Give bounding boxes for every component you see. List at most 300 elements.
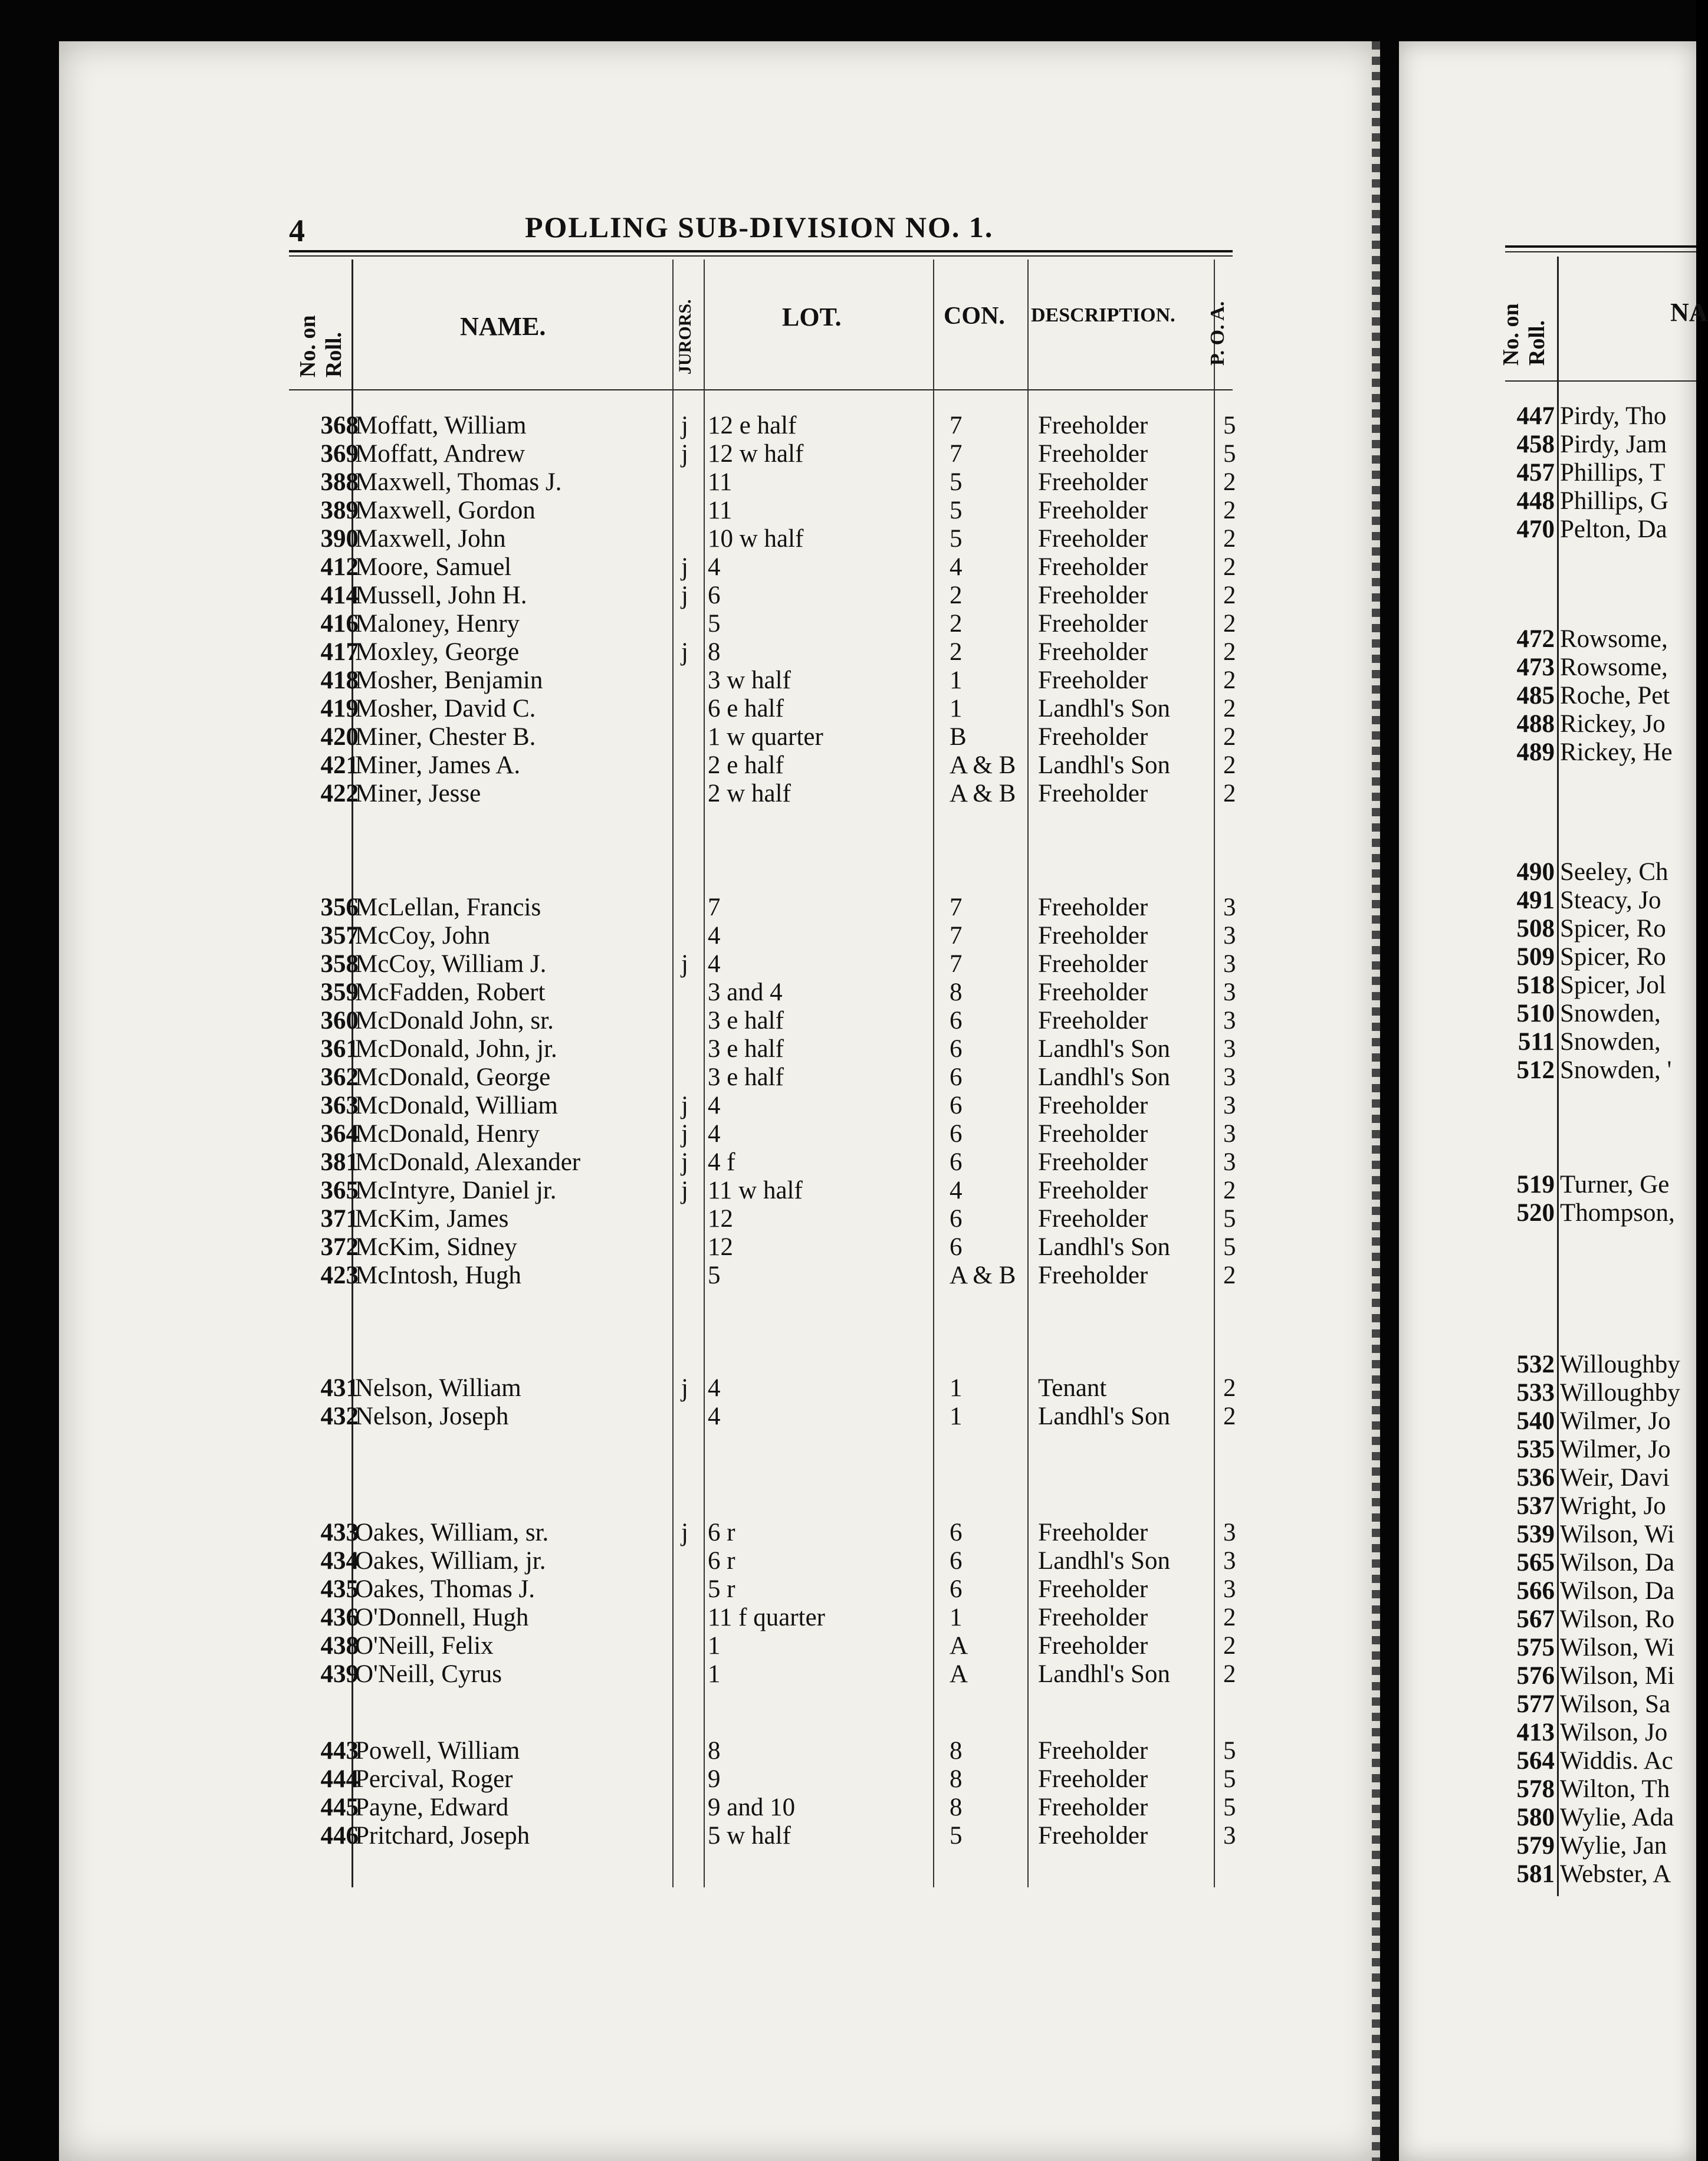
concession-value: 6 [950, 1575, 963, 1603]
concession-value: 4 [950, 1177, 963, 1204]
concession-value: A & B [950, 751, 1016, 779]
lot-value: 1 [708, 1660, 721, 1688]
roll-number: 359 [320, 978, 359, 1006]
voter-name: Oakes, Thomas J. [355, 1575, 535, 1603]
juror-mark: j [681, 1519, 688, 1546]
description-value: Landhl's Son [1038, 1063, 1170, 1091]
lot-value: 5 [708, 1262, 721, 1289]
voter-name: Maxwell, Gordon [355, 497, 536, 524]
roll-number: 446 [320, 1822, 359, 1850]
poa-value: 5 [1223, 1765, 1236, 1793]
description-value: Freeholder [1038, 638, 1148, 666]
description-value: Freeholder [1038, 440, 1148, 468]
roll-number: 444 [320, 1765, 359, 1793]
voter-name: Percival, Roger [355, 1765, 513, 1793]
right-header-no-line1: No. on [1499, 303, 1523, 366]
roll-number: 539 [1516, 1520, 1555, 1548]
voter-name: Willoughby [1560, 1351, 1680, 1378]
voter-name: Pelton, Da [1560, 515, 1667, 543]
roll-number: 360 [320, 1007, 359, 1034]
poa-value: 3 [1223, 894, 1236, 921]
voter-name: Spicer, Ro [1560, 943, 1666, 971]
concession-value: 6 [950, 1120, 963, 1148]
description-value: Freeholder [1038, 1519, 1148, 1546]
voter-name: Spicer, Ro [1560, 915, 1666, 942]
lot-value: 2 w half [708, 780, 791, 807]
roll-number: 371 [320, 1205, 359, 1233]
col-line-desc [1214, 260, 1215, 1887]
voter-name: Wilmer, Jo [1560, 1407, 1671, 1435]
poa-value: 2 [1223, 695, 1236, 722]
description-value: Freeholder [1038, 780, 1148, 807]
roll-number: 369 [320, 440, 359, 468]
description-value: Freeholder [1038, 1120, 1148, 1148]
poa-value: 2 [1223, 468, 1236, 496]
poa-value: 5 [1223, 1205, 1236, 1233]
poa-value: 3 [1223, 922, 1236, 950]
juror-mark: j [681, 553, 688, 581]
concession-value: 6 [950, 1519, 963, 1546]
roll-number: 434 [320, 1547, 359, 1575]
concession-value: 8 [950, 1794, 963, 1821]
poa-value: 2 [1223, 1660, 1236, 1688]
roll-number: 512 [1516, 1056, 1555, 1084]
description-value: Freeholder [1038, 723, 1148, 751]
page-title: POLLING SUB-DIVISION NO. 1. [525, 211, 994, 244]
lot-value: 12 e half [708, 412, 797, 439]
lot-value: 4 f [708, 1148, 735, 1176]
right-header-rule-top-2 [1505, 251, 1696, 252]
roll-number: 485 [1516, 682, 1555, 710]
description-value: Landhl's Son [1038, 1547, 1170, 1575]
header-rule-top [289, 250, 1233, 252]
roll-number: 509 [1516, 943, 1555, 971]
voter-name: Roche, Pet [1560, 682, 1670, 710]
concession-value: 7 [950, 894, 963, 921]
roll-number: 578 [1516, 1775, 1555, 1803]
poa-value: 2 [1223, 610, 1236, 638]
poa-value: 2 [1223, 638, 1236, 666]
roll-number: 535 [1516, 1436, 1555, 1463]
voter-name: Wilson, Wi [1560, 1520, 1675, 1548]
description-value: Freeholder [1038, 1148, 1148, 1176]
poa-value: 2 [1223, 553, 1236, 581]
lot-value: 4 [708, 950, 721, 978]
roll-number: 356 [320, 894, 359, 921]
roll-number: 565 [1516, 1549, 1555, 1577]
voter-name: Miner, James A. [355, 751, 521, 779]
concession-value: 5 [950, 468, 963, 496]
roll-number: 458 [1516, 431, 1555, 458]
lot-value: 8 [708, 638, 721, 666]
description-value: Freeholder [1038, 1007, 1148, 1034]
voter-name: Wylie, Ada [1560, 1804, 1674, 1831]
roll-number: 533 [1516, 1379, 1555, 1407]
col-line-lot [933, 260, 934, 1887]
voter-name: Snowden, [1560, 1028, 1661, 1056]
voter-name: McLellan, Francis [355, 894, 541, 921]
lot-value: 1 w quarter [708, 723, 823, 751]
concession-value: 4 [950, 553, 963, 581]
poa-value: 2 [1223, 1632, 1236, 1660]
voter-name: Phillips, T [1560, 459, 1666, 487]
voter-name: Mosher, Benjamin [355, 666, 543, 694]
voter-name: Nelson, William [355, 1374, 521, 1402]
header-no-line2: Roll. [321, 331, 346, 377]
description-value: Freeholder [1038, 1092, 1148, 1119]
roll-number: 362 [320, 1063, 359, 1091]
poa-value: 3 [1223, 1120, 1236, 1148]
roll-number: 365 [320, 1177, 359, 1204]
lot-value: 5 [708, 610, 721, 638]
poa-value: 5 [1223, 1233, 1236, 1261]
lot-value: 4 [708, 553, 721, 581]
voter-name: Wilmer, Jo [1560, 1436, 1671, 1463]
concession-value: 5 [950, 525, 963, 553]
right-header-rule-top [1505, 245, 1696, 248]
roll-number: 412 [320, 553, 359, 581]
lot-value: 9 [708, 1765, 721, 1793]
description-value: Freeholder [1038, 894, 1148, 921]
lot-value: 12 [708, 1233, 733, 1261]
roll-number: 432 [320, 1403, 359, 1430]
concession-value: 5 [950, 497, 963, 524]
lot-value: 8 [708, 1737, 721, 1765]
roll-number: 510 [1516, 1000, 1555, 1027]
lot-value: 12 [708, 1205, 733, 1233]
voter-name: Widdis. Ac [1560, 1747, 1673, 1775]
lot-value: 11 [708, 497, 733, 524]
roll-number: 436 [320, 1604, 359, 1631]
lot-value: 2 e half [708, 751, 784, 779]
roll-number: 575 [1516, 1634, 1555, 1661]
poa-value: 5 [1223, 412, 1236, 439]
voter-name: Wright, Jo [1560, 1492, 1666, 1520]
header-poa: P. O. A. [1207, 301, 1229, 366]
poa-value: 3 [1223, 978, 1236, 1006]
col-line-con [1027, 260, 1029, 1887]
lot-value: 4 [708, 1092, 721, 1119]
concession-value: 6 [950, 1092, 963, 1119]
voter-name: Maxwell, John [355, 525, 506, 553]
concession-value: B [950, 723, 967, 751]
lot-value: 6 e half [708, 695, 784, 722]
roll-number: 576 [1516, 1662, 1555, 1690]
description-value: Tenant [1038, 1374, 1107, 1402]
roll-number: 448 [1516, 487, 1555, 515]
roll-number: 520 [1516, 1199, 1555, 1227]
voter-name: Wilson, Jo [1560, 1719, 1668, 1746]
voter-name: O'Donnell, Hugh [355, 1604, 529, 1631]
voter-name: Snowden, [1560, 1000, 1661, 1027]
voter-name: McCoy, John [355, 922, 490, 950]
voter-name: Maxwell, Thomas J. [355, 468, 562, 496]
right-header-name: NA [1670, 298, 1708, 327]
roll-number: 389 [320, 497, 359, 524]
voter-name: Snowden, ' [1560, 1056, 1672, 1084]
roll-number: 518 [1516, 971, 1555, 999]
roll-number: 435 [320, 1575, 359, 1603]
description-value: Freeholder [1038, 1765, 1148, 1793]
description-value: Freeholder [1038, 497, 1148, 524]
description-value: Freeholder [1038, 1794, 1148, 1821]
voter-name: McKim, Sidney [355, 1233, 517, 1261]
juror-mark: j [681, 582, 688, 609]
poa-value: 3 [1223, 950, 1236, 978]
description-value: Landhl's Son [1038, 1233, 1170, 1261]
description-value: Freeholder [1038, 1262, 1148, 1289]
concession-value: 7 [950, 440, 963, 468]
roll-number: 564 [1516, 1747, 1555, 1775]
poa-value: 2 [1223, 525, 1236, 553]
lot-value: 11 f quarter [708, 1604, 825, 1631]
voter-name: Wilson, Wi [1560, 1634, 1675, 1661]
voter-name: Rickey, Jo [1560, 710, 1666, 738]
roll-number: 491 [1516, 886, 1555, 914]
concession-value: 7 [950, 412, 963, 439]
roll-number: 358 [320, 950, 359, 978]
roll-number: 473 [1516, 653, 1555, 681]
juror-mark: j [681, 440, 688, 468]
voter-name: Pritchard, Joseph [355, 1822, 530, 1850]
roll-number: 443 [320, 1737, 359, 1765]
concession-value: 6 [950, 1148, 963, 1176]
voter-name: McDonald John, sr. [355, 1007, 554, 1034]
description-value: Freeholder [1038, 1177, 1148, 1204]
voter-name: Mosher, David C. [355, 695, 536, 722]
page-number: 4 [289, 213, 305, 248]
header-description: DESCRIPTION. [1031, 304, 1175, 326]
roll-number: 439 [320, 1660, 359, 1688]
concession-value: 7 [950, 950, 963, 978]
lot-value: 9 and 10 [708, 1794, 796, 1821]
roll-number: 419 [320, 695, 359, 722]
voter-name: Powell, William [355, 1737, 520, 1765]
roll-number: 422 [320, 780, 359, 807]
roll-number: 579 [1516, 1832, 1555, 1860]
header-no-line1: No. on [295, 315, 320, 377]
voter-name: Pirdy, Jam [1560, 431, 1667, 458]
concession-value: 1 [950, 1604, 963, 1631]
voter-name: Maloney, Henry [355, 610, 520, 638]
voter-name: McDonald, Alexander [355, 1148, 581, 1176]
roll-number: 537 [1516, 1492, 1555, 1520]
roll-number: 420 [320, 723, 359, 751]
lot-value: 6 r [708, 1547, 735, 1575]
description-value: Landhl's Son [1038, 751, 1170, 779]
poa-value: 3 [1223, 1063, 1236, 1091]
description-value: Freeholder [1038, 978, 1148, 1006]
voter-name: Wilson, Ro [1560, 1605, 1675, 1633]
description-value: Freeholder [1038, 1205, 1148, 1233]
poa-value: 2 [1223, 1177, 1236, 1204]
concession-value: 6 [950, 1035, 963, 1063]
right-header-no-on-roll [1498, 303, 1550, 366]
voter-name: Wilson, Da [1560, 1577, 1675, 1605]
lot-value: 3 w half [708, 666, 791, 694]
roll-number: 581 [1516, 1860, 1555, 1888]
lot-value: 3 e half [708, 1063, 784, 1091]
juror-mark: j [681, 412, 688, 439]
juror-mark: j [681, 950, 688, 978]
description-value: Landhl's Son [1038, 1660, 1170, 1688]
lot-value: 6 r [708, 1519, 735, 1546]
roll-number: 416 [320, 610, 359, 638]
concession-value: 1 [950, 1403, 963, 1430]
concession-value: 1 [950, 1374, 963, 1402]
roll-number: 381 [320, 1148, 359, 1176]
concession-value: 6 [950, 1547, 963, 1575]
concession-value: 2 [950, 610, 963, 638]
voter-name: McDonald, William [355, 1092, 558, 1119]
poa-value: 2 [1223, 666, 1236, 694]
juror-mark: j [681, 1374, 688, 1402]
poa-value: 5 [1223, 1794, 1236, 1821]
poa-value: 3 [1223, 1822, 1236, 1850]
voter-name: Wilton, Th [1560, 1775, 1670, 1803]
roll-number: 368 [320, 412, 359, 439]
juror-mark: j [681, 1177, 688, 1204]
poa-value: 2 [1223, 1262, 1236, 1289]
voter-name: Wilson, Da [1560, 1549, 1675, 1577]
header-lot: LOT. [782, 303, 842, 331]
voter-name: Wilson, Mi [1560, 1662, 1675, 1690]
header-con: CON. [944, 303, 1005, 330]
roll-number: 508 [1516, 915, 1555, 942]
concession-value: 6 [950, 1007, 963, 1034]
lot-value: 7 [708, 894, 721, 921]
lot-value: 10 w half [708, 525, 804, 553]
roll-number: 511 [1518, 1028, 1555, 1056]
lot-value: 12 w half [708, 440, 804, 468]
voter-name: Moore, Samuel [355, 553, 512, 581]
roll-number: 490 [1516, 858, 1555, 886]
poa-value: 3 [1223, 1035, 1236, 1063]
lot-value: 4 [708, 1120, 721, 1148]
description-value: Freeholder [1038, 525, 1148, 553]
voter-name: Turner, Ge [1560, 1171, 1670, 1198]
poa-value: 3 [1223, 1519, 1236, 1546]
concession-value: 5 [950, 1822, 963, 1850]
roll-number: 488 [1516, 710, 1555, 738]
voter-name: Oakes, William, jr. [355, 1547, 546, 1575]
poa-value: 2 [1223, 582, 1236, 609]
description-value: Freeholder [1038, 468, 1148, 496]
roll-number: 457 [1516, 459, 1555, 487]
page-fold [1372, 41, 1380, 2161]
voter-name: O'Neill, Felix [355, 1632, 494, 1660]
voter-name: Thompson, [1560, 1199, 1675, 1227]
roll-number: 472 [1516, 625, 1555, 653]
description-value: Freeholder [1038, 553, 1148, 581]
roll-number: 364 [320, 1120, 359, 1148]
concession-value: 2 [950, 638, 963, 666]
juror-mark: j [681, 1120, 688, 1148]
poa-value: 2 [1223, 780, 1236, 807]
lot-value: 3 e half [708, 1035, 784, 1063]
voter-name: Miner, Chester B. [355, 723, 536, 751]
juror-mark: j [681, 1092, 688, 1119]
poa-value: 2 [1223, 497, 1236, 524]
description-value: Freeholder [1038, 922, 1148, 950]
header-jurors: JURORS. [675, 299, 695, 375]
voter-name: Webster, A [1560, 1860, 1671, 1888]
lot-value: 4 [708, 1403, 721, 1430]
roll-number: 361 [320, 1035, 359, 1063]
description-value: Landhl's Son [1038, 695, 1170, 722]
description-value: Freeholder [1038, 950, 1148, 978]
poa-value: 2 [1223, 1604, 1236, 1631]
concession-value: 8 [950, 1765, 963, 1793]
voter-name: Miner, Jesse [355, 780, 481, 807]
concession-value: 6 [950, 1233, 963, 1261]
roll-number: 431 [320, 1374, 359, 1402]
voter-name: Steacy, Jo [1560, 886, 1661, 914]
header-rule-top-2 [289, 255, 1233, 257]
poa-value: 5 [1223, 1737, 1236, 1765]
concession-value: 2 [950, 582, 963, 609]
roll-number: 447 [1516, 402, 1555, 430]
voter-name: McDonald, John, jr. [355, 1035, 557, 1063]
poa-value: 3 [1223, 1575, 1236, 1603]
roll-number: 357 [320, 922, 359, 950]
concession-value: 1 [950, 695, 963, 722]
roll-number: 417 [320, 638, 359, 666]
roll-number: 390 [320, 525, 359, 553]
voter-name: Rowsome, [1560, 625, 1668, 653]
roll-number: 423 [320, 1262, 359, 1289]
voter-name: O'Neill, Cyrus [355, 1660, 502, 1688]
description-value: Freeholder [1038, 1632, 1148, 1660]
roll-number: 580 [1516, 1804, 1555, 1831]
roll-number: 445 [320, 1794, 359, 1821]
description-value: Landhl's Son [1038, 1403, 1170, 1430]
roll-number: 567 [1516, 1605, 1555, 1633]
voter-name: Willoughby [1560, 1379, 1680, 1407]
roll-number: 489 [1516, 738, 1555, 766]
voter-name: McKim, James [355, 1205, 509, 1233]
poa-value: 2 [1223, 751, 1236, 779]
roll-number: 577 [1516, 1690, 1555, 1718]
description-value: Freeholder [1038, 1604, 1148, 1631]
description-value: Freeholder [1038, 1575, 1148, 1603]
voter-name: McDonald, George [355, 1063, 551, 1091]
voter-name: Seeley, Ch [1560, 858, 1668, 886]
voter-name: Wilson, Sa [1560, 1690, 1670, 1718]
roll-number: 413 [1516, 1719, 1555, 1746]
lot-value: 11 w half [708, 1177, 803, 1204]
voter-name: Moffatt, Andrew [355, 440, 525, 468]
concession-value: A [950, 1660, 968, 1688]
description-value: Freeholder [1038, 666, 1148, 694]
voter-name: Mussell, John H. [355, 582, 527, 609]
voter-name: Moxley, George [355, 638, 520, 666]
voter-name: Spicer, Jol [1560, 971, 1666, 999]
description-value: Freeholder [1038, 412, 1148, 439]
lot-value: 6 [708, 582, 721, 609]
roll-number: 433 [320, 1519, 359, 1546]
concession-value: 6 [950, 1063, 963, 1091]
concession-value: 8 [950, 1737, 963, 1765]
roll-number: 566 [1516, 1577, 1555, 1605]
concession-value: A & B [950, 780, 1016, 807]
concession-value: 7 [950, 922, 963, 950]
voter-name: Rickey, He [1560, 738, 1673, 766]
roll-number: 532 [1516, 1351, 1555, 1378]
col-line-name [672, 260, 674, 1887]
lot-value: 11 [708, 468, 733, 496]
voter-name: McDonald, Henry [355, 1120, 540, 1148]
